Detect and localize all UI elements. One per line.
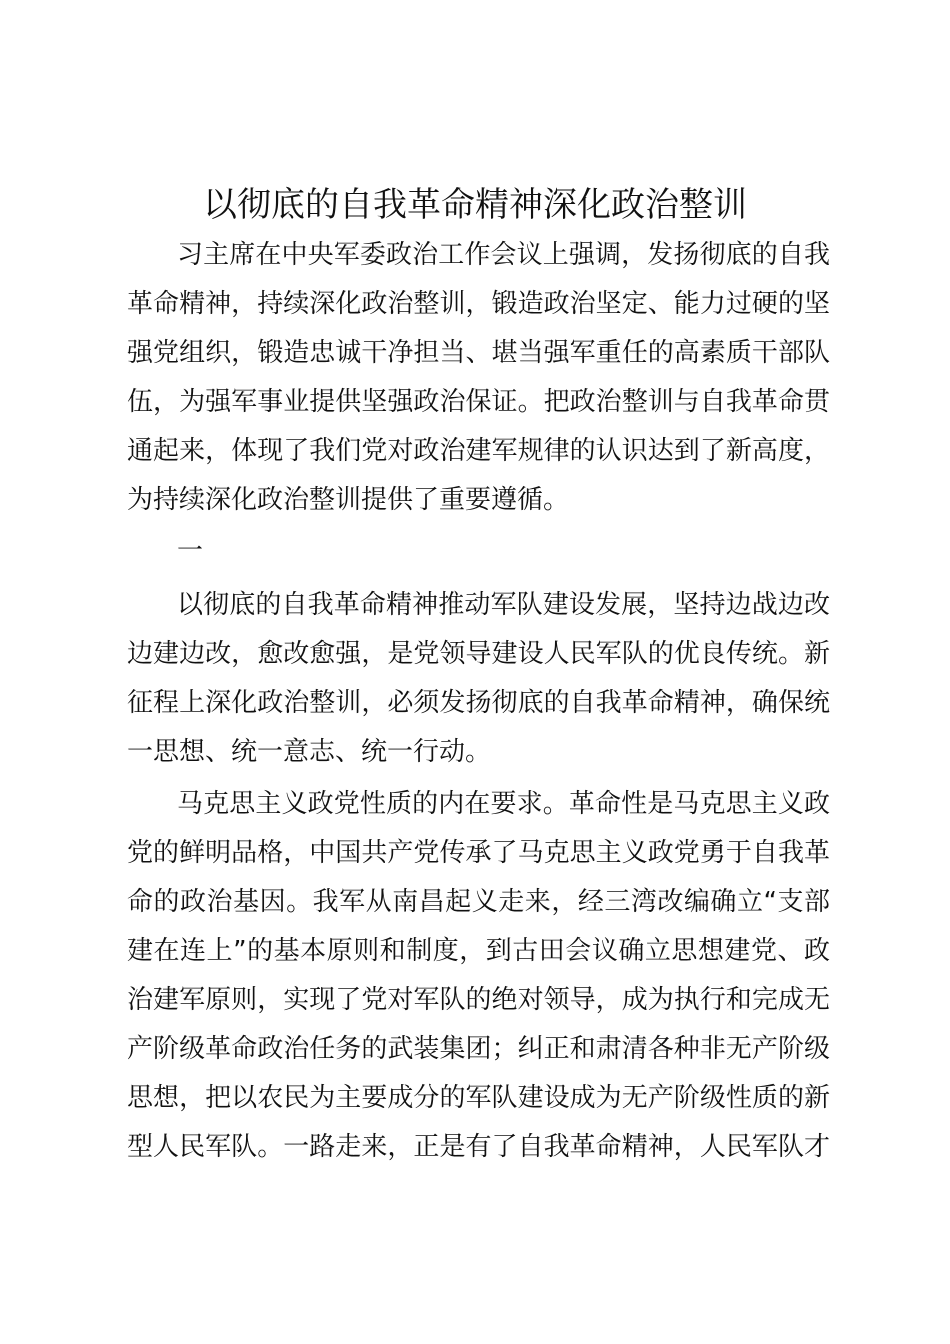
- paragraph-1-line-1: 习主席在中央军委政治工作会议上强调，发扬彻底的自我: [177, 240, 830, 270]
- paragraph-3-line-2: 党的鲜明品格，中国共产党传承了马克思主义政党勇于自我革: [127, 838, 830, 868]
- paragraph-1-line-3: 强党组织，锻造忠诚干净担当、堪当强军重任的高素质干部队: [127, 338, 830, 368]
- document-title: 以彻底的自我革命精神深化政治整训: [203, 185, 747, 225]
- paragraph-1-line-6: 为持续深化政治整训提供了重要遵循。: [127, 485, 570, 515]
- paragraph-2-line-3: 征程上深化政治整训，必须发扬彻底的自我革命精神，确保统: [127, 688, 830, 718]
- section-number: 一: [177, 536, 204, 566]
- paragraph-2-line-2: 边建边改，愈改愈强，是党领导建设人民军队的优良传统。新: [127, 639, 830, 669]
- paragraph-2-line-4: 一思想、统一意志、统一行动。: [127, 737, 492, 767]
- paragraph-3-line-4: 建在连上”的基本原则和制度，到古田会议确立思想建党、政: [127, 936, 830, 966]
- paragraph-3-line-3: 命的政治基因。我军从南昌起义走来，经三湾改编确立“支部: [127, 887, 830, 917]
- paragraph-3-line-7: 思想，把以农民为主要成分的军队建设成为无产阶级性质的新: [127, 1083, 830, 1113]
- paragraph-2-line-1: 以彻底的自我革命精神推动军队建设发展，坚持边战边改: [177, 590, 830, 620]
- paragraph-1-line-2: 革命精神，持续深化政治整训，锻造政治坚定、能力过硬的坚: [127, 289, 830, 319]
- paragraph-1-line-4: 伍，为强军事业提供坚强政治保证。把政治整训与自我革命贯: [127, 387, 830, 417]
- paragraph-3-line-1: 马克思主义政党性质的内在要求。革命性是马克思主义政: [177, 789, 830, 819]
- paragraph-3-line-6: 产阶级革命政治任务的武装集团；纠正和肃清各种非无产阶级: [127, 1034, 830, 1064]
- paragraph-1-line-5: 通起来，体现了我们党对政治建军规律的认识达到了新高度，: [127, 436, 830, 466]
- paragraph-3-line-8: 型人民军队。一路走来，正是有了自我革命精神，人民军队才: [127, 1132, 830, 1162]
- paragraph-3-line-5: 治建军原则，实现了党对军队的绝对领导，成为执行和完成无: [127, 985, 830, 1015]
